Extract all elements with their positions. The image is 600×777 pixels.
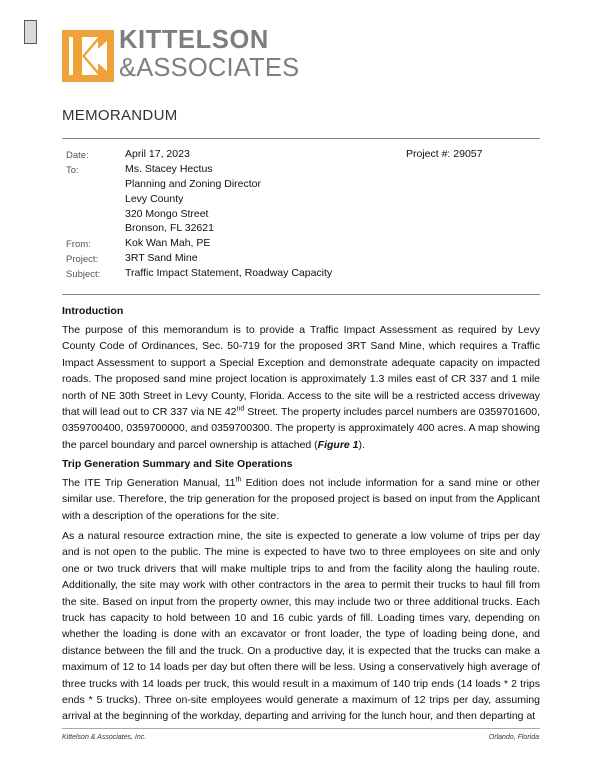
trip-generation-heading: Trip Generation Summary and Site Operations (62, 458, 293, 470)
footer-location: Orlando, Florida (488, 734, 539, 741)
project-number: Project #: 29057 (406, 148, 483, 160)
header-bottom-divider (62, 294, 540, 295)
memo-title: MEMORANDUM (62, 107, 178, 124)
to-line: Bronson, FL 32621 (125, 222, 214, 234)
to-row (62, 178, 540, 193)
trip-generation-paragraph-2: As a natural resource extraction mine, the site is expected to generate a low volume of trips per day and is not open to the public. The mine is expected to have two to three employees on site and only one or two truck drivers that will make multiple trips to and from the facility along the hauling route. Additionally, the site may work with other contractors in the area to permit their trucks to haul fill from the site. Based on input from the property owner, this may include two or three additional trucks. Each truck has capacity to hold between 10 and 16 cubic yards of fill. Loading times vary, depending on whether the loading is done with an excavator or front loader, the type of loading being done, and distance between the fill and the truck. On a productive day, it is expected that the trucks can make a maximum of 12 to 14 loads per day but often there will be less. Using a conservatively high average of three trucks with 14 loads per truck, this would result in a maximum of 140 trip ends (14 loads * 2 trips ends * 5 trucks). Three on-site employees would generate a maximum of 12 trips per day, assuming arrival at the beginning of the workday, departing and arriving for the lunch hour, and then departing at (62, 530, 540, 723)
intro-text: ). (358, 438, 365, 451)
introduction-heading: Introduction (62, 305, 124, 317)
date-row (62, 148, 540, 163)
to-row (62, 163, 540, 178)
subject-value: Traffic Impact Statement, Roadway Capacity (125, 267, 333, 279)
to-line: 320 Mongo Street (125, 208, 209, 220)
from-label: From: (66, 239, 91, 250)
intro-text: Street. The property includes parcel numbers are 0359701600, 0359700400, 0359700000, and 0359700300. The property is approximately 400 acres. A map showing the parcel boundary and parcel ownership is attached ( (62, 406, 540, 451)
trip-text: The ITE Trip Generation Manual, 11 (62, 477, 236, 489)
from-value: Kok Wan Mah, PE (125, 237, 211, 249)
from-row (62, 237, 540, 252)
footer-divider (62, 728, 540, 729)
introduction-paragraph (62, 322, 540, 453)
trip-superscript: th (235, 476, 242, 484)
to-row (62, 208, 540, 223)
logo-k-mark-icon (62, 30, 114, 82)
corner-checkbox (24, 20, 37, 44)
intro-superscript: nd (236, 405, 245, 413)
date-label: Date: (66, 150, 89, 161)
figure-reference: Figure 1 (317, 438, 359, 451)
project-value: 3RT Sand Mine (125, 252, 198, 264)
project-row (62, 252, 540, 267)
header-top-divider (62, 138, 540, 139)
to-row (62, 193, 540, 208)
logo-associates: &ASSOCIATES (119, 53, 300, 82)
footer-company: Kittelson & Associates, Inc. (62, 734, 147, 741)
date-value: April 17, 2023 (125, 148, 190, 160)
intro-text: The purpose of this memorandum is to provide a Traffic Impact Assessment as required by Levy County Code of Ordinances, Sec. 50-719 for the proposed 3RT Sand Mine, which requires a Traffic Impact Assessment to support a Special Exception and demonstrate adequate capacity on impacted roads. The proposed sand mine project location is approximately 1.3 miles east of CR 337 and 1 mile north of NE 30th Street in Levy County, Florida. Access to the site will be a restricted access driveway that will lead out to CR 337 via NE 42 (62, 324, 540, 419)
to-line: Planning and Zoning Director (125, 178, 261, 190)
to-label: To: (66, 165, 79, 176)
company-logo (62, 28, 302, 84)
subject-label: Subject: (66, 269, 101, 280)
trip-generation-paragraph-1 (62, 475, 540, 524)
to-line: Levy County (125, 193, 184, 205)
to-row (62, 222, 540, 237)
to-line: Ms. Stacey Hectus (125, 163, 213, 175)
logo-name: KITTELSON (119, 26, 269, 54)
project-label: Project: (66, 254, 99, 265)
subject-row (62, 267, 540, 282)
trip-text: Edition does not include information for a sand mine or other similar use. Therefore, the trip generation for the proposed project is based on input from the Applicant with a description of the operations for the site. (62, 477, 540, 522)
